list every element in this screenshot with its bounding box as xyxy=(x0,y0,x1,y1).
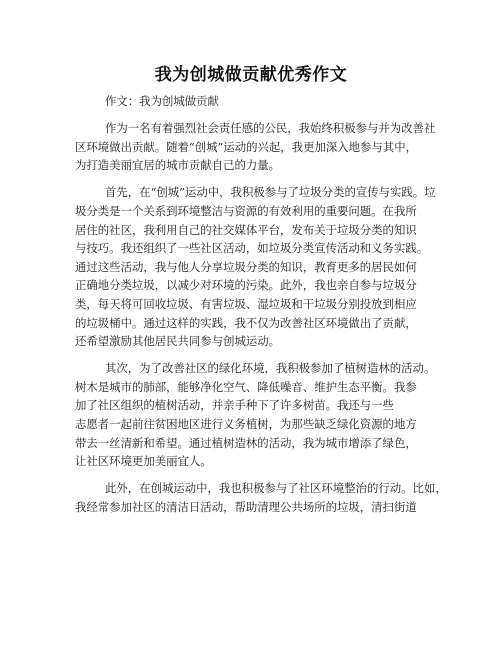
document-title: 我为创城做贡献优秀作文 xyxy=(154,65,348,85)
paragraph-environment-cleanup xyxy=(75,479,475,516)
text-line: 与技巧。我还组织了一些社区活动，如垃圾分类宣传活动和义务实践。 xyxy=(75,241,429,256)
text-line: 通过这些活动，我与他人分享垃圾分类的知识，教育更多的居民如何 xyxy=(75,259,417,274)
paragraph-garbage-sorting xyxy=(75,183,475,350)
text-line: 的垃圾桶中。通过这样的实践，我不仅为改善社区环境做出了贡献， xyxy=(75,315,417,330)
text-line: 树木是城市的肺部，能够净化空气、降低噪音、维护生态平衡。我参 xyxy=(75,379,417,394)
text-line: 带去一丝清新和希望。通过植树造林的活动，我为城市增添了绿色， xyxy=(75,435,417,450)
text-line: 正确地分类垃圾，以减少对环境的污染。此外，我也亲自参与垃圾分 xyxy=(75,278,417,293)
text-line: 圾分类是一个关系到环境整洁与资源的有效利用的重要问题。在我所 xyxy=(75,203,417,218)
text-line: 让社区环境更加美丽宜人。 xyxy=(75,454,212,469)
text-line: 其次，为了改善社区的绿化环境，我积极参加了植树造林的活动。 xyxy=(105,361,436,376)
text-line: 作为一名有着强烈社会责任感的公民，我始终积极参与并为改善社 xyxy=(105,121,436,136)
text-line: 为打造美丽宜居的城市贡献自己的力量。 xyxy=(75,158,281,173)
text-line: 首先，在“创城”运动中，我积极参与了垃圾分类的宣传与实践。垃 xyxy=(105,185,436,200)
text-line: 类，每天将可回收垃圾、有害垃圾、湿垃圾和干垃圾分别投放到相应 xyxy=(75,296,417,311)
text-line: 此外，在创城运动中，我也积极参与了社区环境整治的行动。比如， xyxy=(105,481,447,496)
text-line: 加了社区组织的植树活动，并亲手种下了许多树苗。我还与一些 xyxy=(75,398,394,413)
text-line: 作文：我为创城做贡献 xyxy=(105,94,219,108)
paragraph-intro xyxy=(75,119,475,175)
document-body xyxy=(75,92,475,525)
paragraph-subtitle xyxy=(75,92,475,111)
text-line: 我经常参加社区的清洁日活动，帮助清理公共场所的垃圾，清扫街道 xyxy=(75,499,417,514)
text-line: 区环境做出贡献。随着“创城”运动的兴起，我更加深入地参与其中， xyxy=(75,139,417,154)
paragraph-tree-planting xyxy=(75,359,475,471)
text-line: 居住的社区，我利用自己的社交媒体平台，发布关于垃圾分类的知识 xyxy=(75,222,417,237)
text-line: 志愿者一起前往贫困地区进行义务植树，为那些缺乏绿化资源的地方 xyxy=(75,417,417,431)
text-line: 还希望激励其他居民共同参与创城运动。 xyxy=(75,334,281,349)
